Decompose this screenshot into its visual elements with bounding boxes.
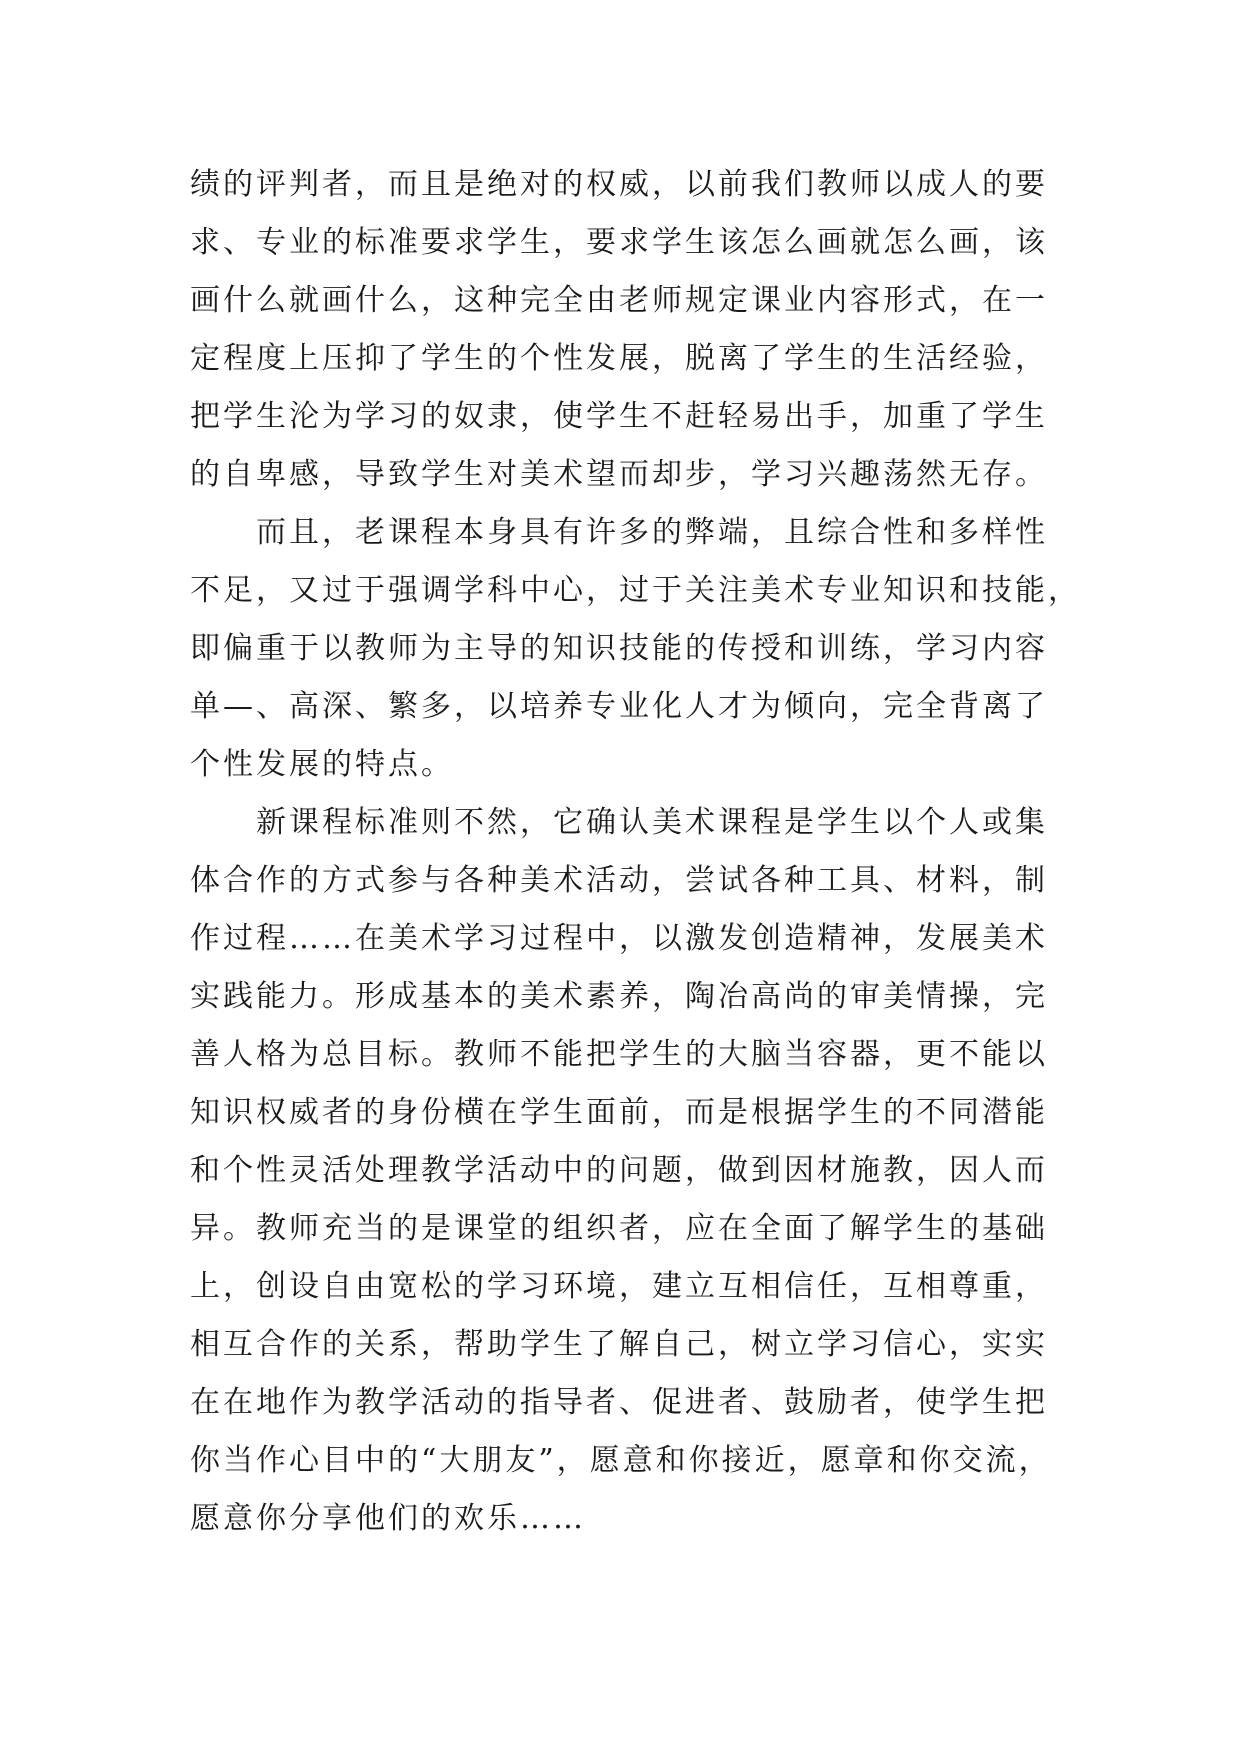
text-line: 愿意你分享他们的欢乐……	[190, 1501, 586, 1536]
paragraph-2	[190, 504, 1081, 794]
text-line: 相互合作的关系，帮助学生了解自己，树立学习信心，实实	[190, 1327, 1048, 1362]
text-line: 把学生沦为学习的奴隶，使学生不赶轻易出手，加重了学生	[190, 399, 1048, 434]
text-line: 在在地作为教学活动的指导者、促进者、鼓励者，使学生把	[190, 1385, 1048, 1420]
text-line: 作过程……在美术学习过程中，以激发创造精神，发展美术	[190, 921, 1048, 956]
text-line: 而且，老课程本身具有许多的弊端，且综合性和多样性	[256, 515, 1048, 550]
text-line: 和个性灵活处理教学活动中的问题，做到因材施教，因人而	[190, 1153, 1048, 1188]
body-text	[190, 156, 1081, 1548]
paragraph-1	[190, 156, 1070, 504]
text-line: 个性发展的特点。	[190, 747, 454, 782]
text-line: 上，创设自由宽松的学习环境，建立互相信任，互相尊重，	[190, 1269, 1048, 1304]
paragraph-3	[190, 794, 1070, 1548]
text-line: 单—、高深、繁多，以培养专业化人才为倾向，完全背离了	[190, 689, 1048, 724]
text-line: 的自卑感，导致学生对美术望而却步，学习兴趣荡然无存。	[190, 457, 1048, 492]
text-line: 异。教师充当的是课堂的组织者，应在全面了解学生的基础	[190, 1211, 1048, 1246]
text-line: 善人格为总目标。教师不能把学生的大脑当容器，更不能以	[190, 1037, 1048, 1072]
text-line: 不足，又过于强调学科中心，过于关注美术专业知识和技能，	[190, 573, 1081, 608]
text-line: 求、专业的标准要求学生，要求学生该怎么画就怎么画，该	[190, 225, 1048, 260]
text-line: 即偏重于以教师为主导的知识技能的传授和训练，学习内容	[190, 631, 1048, 666]
text-line: 绩的评判者，而且是绝对的权威，以前我们教师以成人的要	[190, 167, 1048, 202]
text-line: 实践能力。形成基本的美术素养，陶冶高尚的审美情操，完	[190, 979, 1048, 1014]
text-line: 定程度上压抑了学生的个性发展，脱离了学生的生活经验，	[190, 341, 1048, 376]
text-line: 体合作的方式参与各种美术活动，尝试各种工具、材料，制	[190, 863, 1048, 898]
text-line: 你当作心目中的“大朋友”，愿意和你接近，愿章和你交流，	[190, 1443, 1052, 1478]
text-line: 新课程标准则不然，它确认美术课程是学生以个人或集	[256, 805, 1048, 840]
text-line: 知识权威者的身份横在学生面前，而是根据学生的不同潜能	[190, 1095, 1048, 1130]
text-line: 画什么就画什么，这种完全由老师规定课业内容形式，在一	[190, 283, 1048, 318]
